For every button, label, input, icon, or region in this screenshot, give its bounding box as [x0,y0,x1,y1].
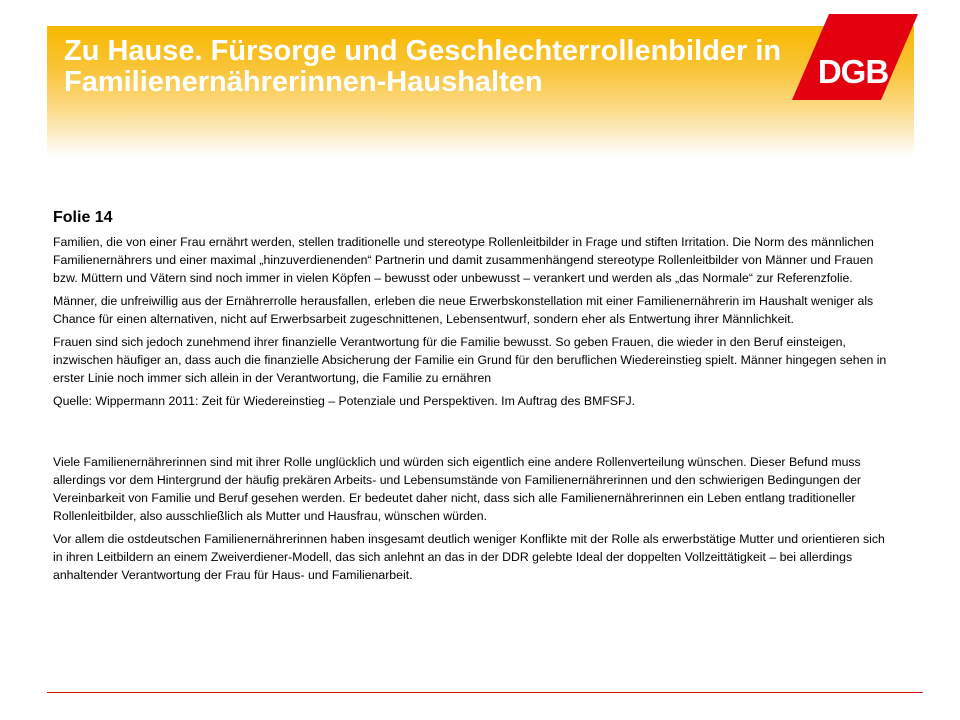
slide-body [53,208,895,589]
paragraph-3: Frauen sind sich jedoch zunehmend ihrer finanzielle Verantwortung für die Familie bewusst. So geben Frauen, die wieder in den Beruf einsteigen, inzwischen häufiger an, dass auch die finanzielle Absicherung der Familie ein Grund für den beruflichen Wiedereinstieg spielt. Männer hingegen sehen in erster Linie noch immer sich allein in der Verantwortung, die Familie zu ernähren [53,335,887,385]
logo-text: DGB [817,53,889,90]
dgb-logo [792,14,918,100]
paragraph-5: Vor allem die ostdeutschen Familienernährerinnen haben insgesamt deutlich weniger Konflikte mit der Rolle als erwerbstätige Mutter und orientieren sich in ihren Leitbildern an einem Zweiverdiener-Modell, das sich anlehnt an das in der DDR gelebte Ideal der doppelten Vollzeittätigkeit – bei allerdings anhaltender Verantwortung der Frau für Haus- und Familienarbeit. [53,532,885,582]
source-citation: Quelle: Wippermann 2011: Zeit für Wiedereinstieg – Potenziale und Perspektiven. Im Auftrag des BMFSFJ. [53,394,636,408]
paragraph-2: Männer, die unfreiwillig aus der Ernährerrolle herausfallen, erleben die neue Erwerbskonstellation mit einer Familienernährerin im Haushalt weniger als Chance für einen alternativen, nicht auf Erwerbsarbeit zugeschnittenen, Lebensentwurf, sondern eher als Entwertung ihrer Männlichkeit. [53,294,874,326]
slide-number-label: Folie 14 [53,209,113,226]
paragraph-1: Familien, die von einer Frau ernährt werden, stellen traditionelle und stereotype Rollenleitbilder in Frage und stiften Irritation. Die Norm des männlichen Familienernährers und einer maximal „hinzuverdienenden“ Partnerin und damit zusammenhängend stereotype Rollenleitbilder von Männer und Frauen bzw. Müttern und Vätern sind noch immer in vielen Köpfen – bewusst oder unbewusst – verankert und werden als „das Normale“ zur Referenzfolie. [53,235,874,285]
footer-divider [47,692,923,693]
slide-title: Zu Hause. Fürsorge und Geschlechterrollenbilder in Familienernährerinnen-Haushalten [64,35,782,98]
paragraph-4: Viele Familienernährerinnen sind mit ihrer Rolle unglücklich und würden sich eigentlich eine andere Rollenverteilung wünschen. Dieser Befund muss allerdings vor dem Hintergrund der häufig prekären Arbeits- und Lebensumstände von Familienernährerinnen und den schwierigen Bedingungen der Vereinbarkeit von Familie und Beruf gesehen werden. Er bedeutet daher nicht, dass sich alle Familienernährerinnen ein Leben entlang traditioneller Rollenleitbilder, also ausschließlich als Mutter und Hausfrau, wünschen würden. [53,455,861,523]
spacer [53,415,895,453]
